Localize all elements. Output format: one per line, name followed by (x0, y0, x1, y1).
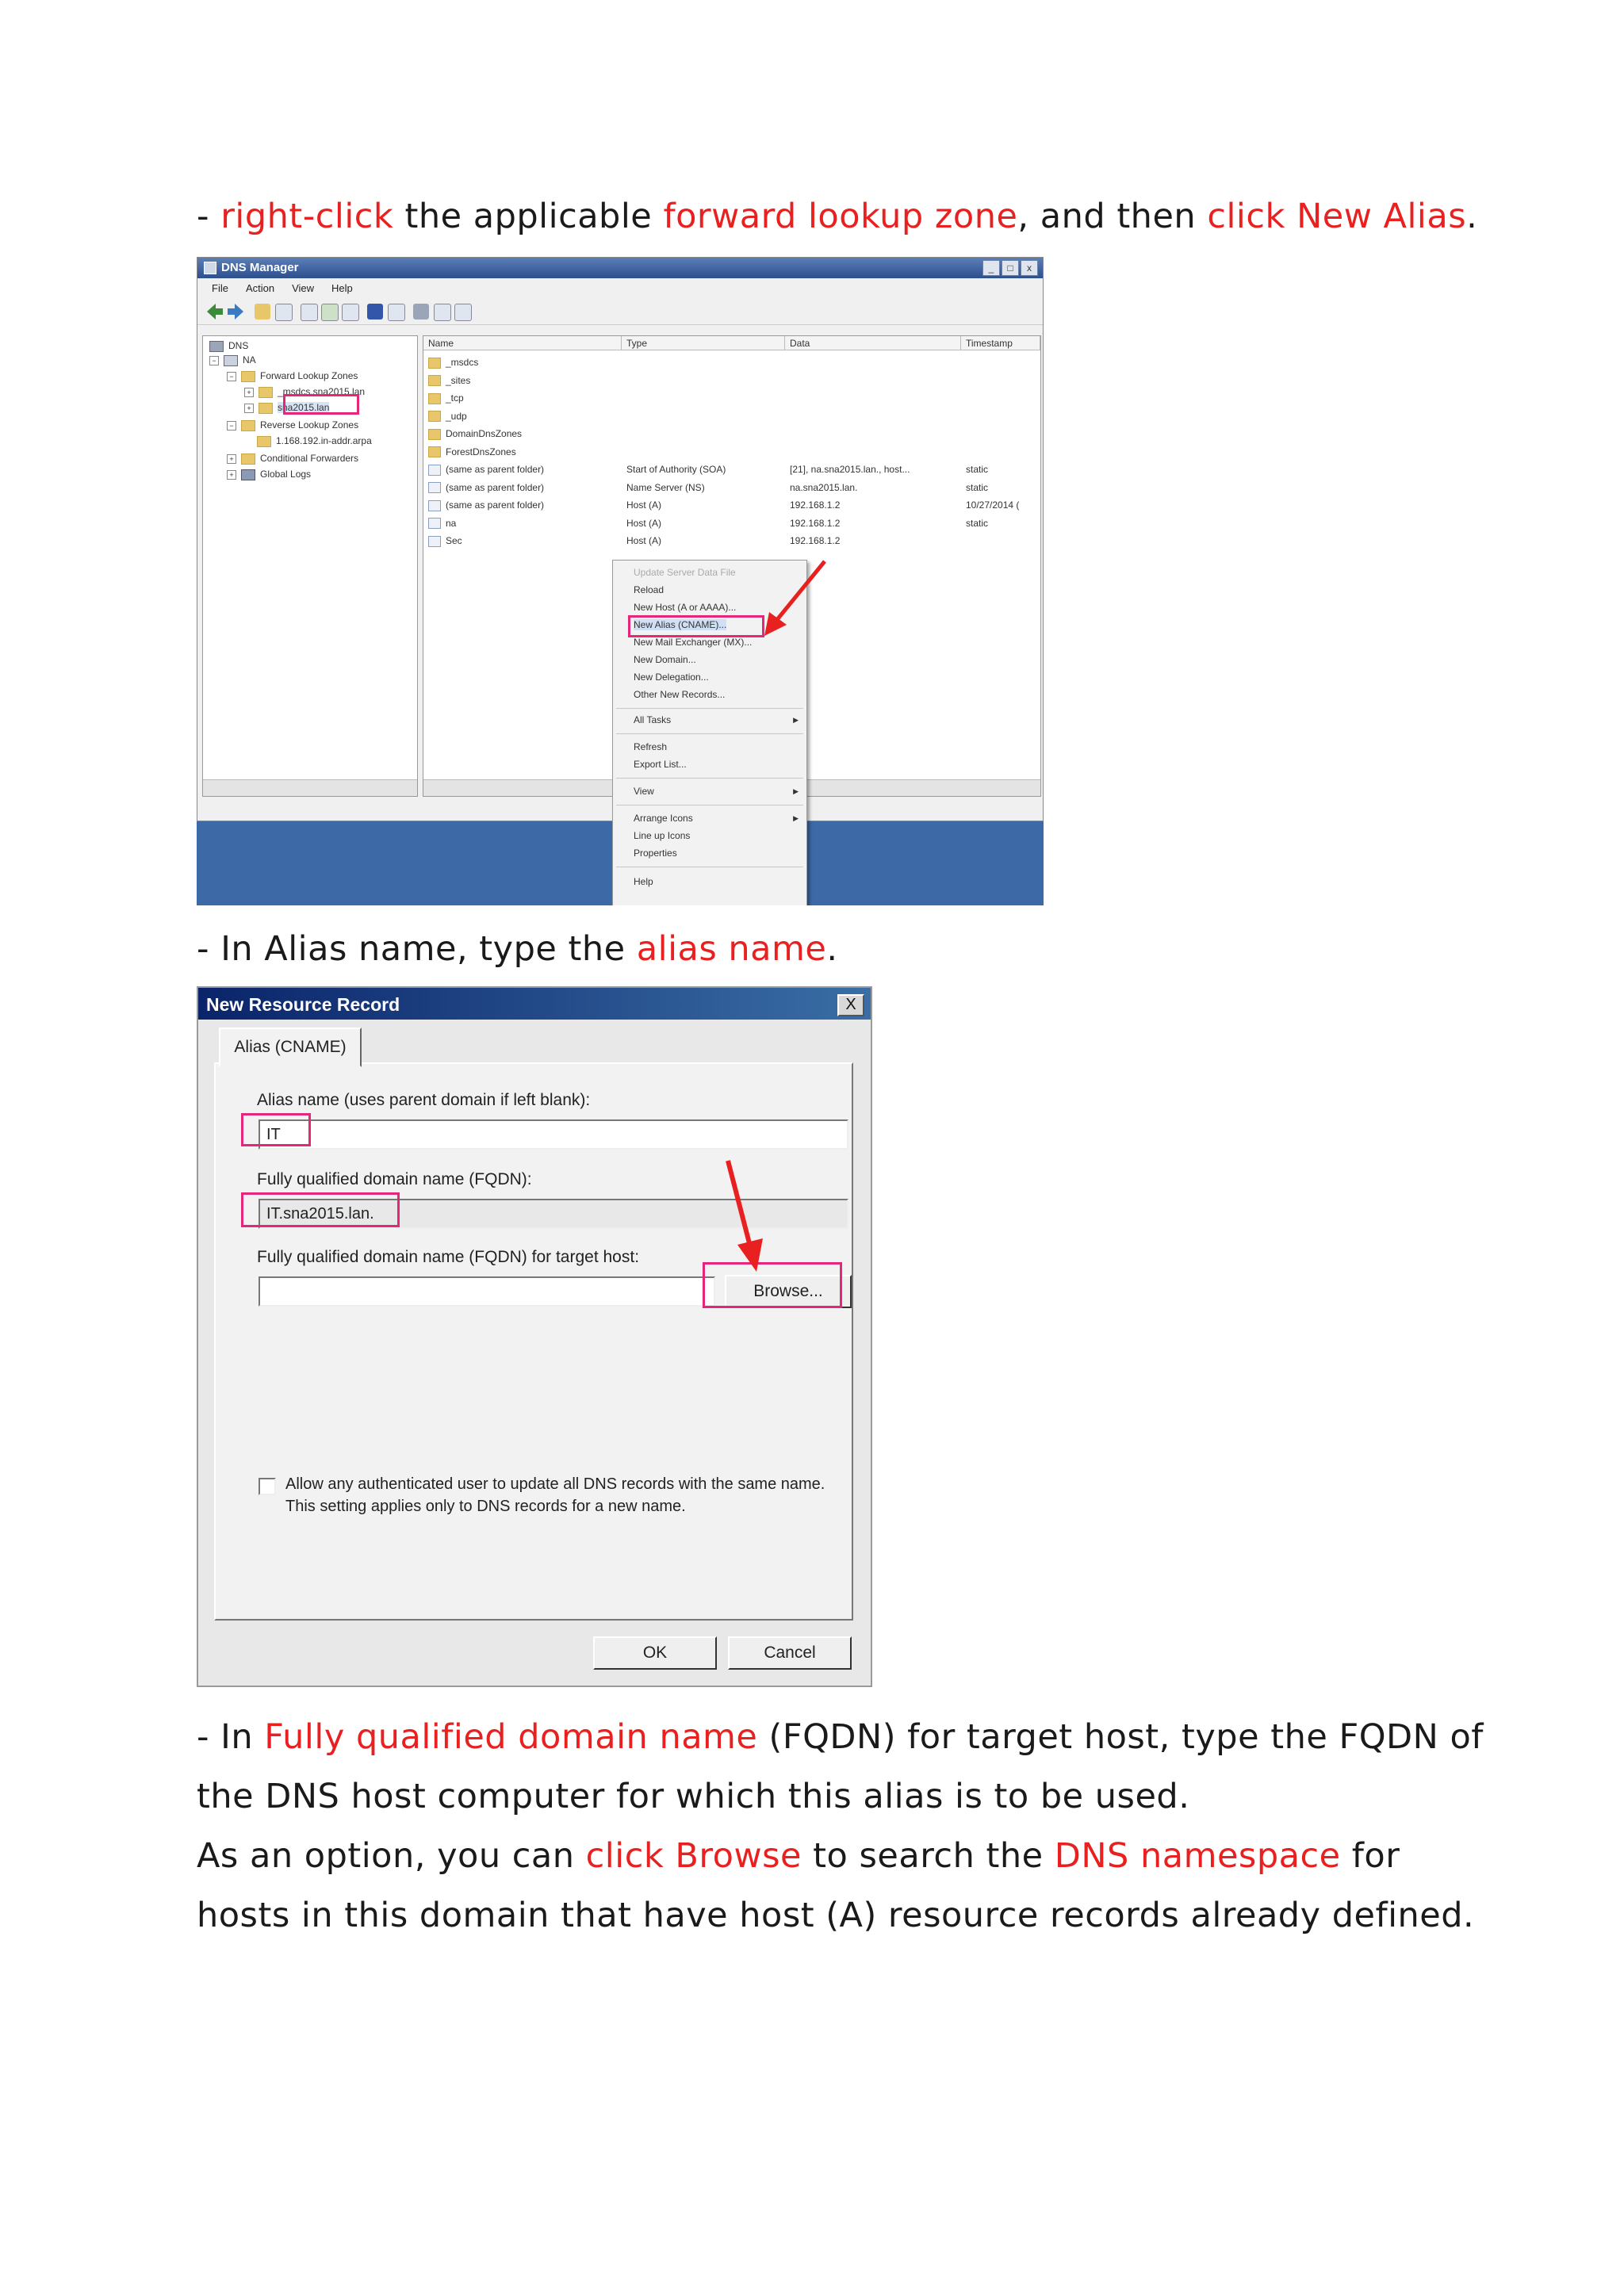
step2-dash: - (197, 929, 221, 969)
menu-file[interactable]: File (212, 282, 228, 294)
menu-separator (616, 708, 803, 709)
menu-all-tasks[interactable]: All Tasks (634, 714, 672, 725)
expand-conditional-icon[interactable]: + (227, 454, 236, 464)
menu-line-up-icons[interactable]: Line up Icons (634, 830, 691, 841)
record-icon (428, 518, 441, 529)
menu-action[interactable]: Action (245, 282, 275, 294)
record-timestamp: 10/27/2014 ( (966, 499, 1020, 511)
dialog-title-bar (198, 988, 871, 1020)
tree-server-na[interactable]: NA (243, 354, 256, 365)
col-timestamp[interactable]: Timestamp (961, 336, 1040, 350)
step3-line3-part1: As an option, you can (197, 1836, 586, 1876)
record-name: na (446, 517, 457, 529)
dns-toolbar (197, 299, 1043, 325)
tree-forward-lookup-zones[interactable]: Forward Lookup Zones (260, 370, 358, 381)
step1-part2: the applicable (393, 197, 664, 236)
show-tree-icon[interactable] (275, 304, 293, 321)
record-name: _msdcs (446, 357, 479, 368)
submenu-arrow-icon: ▶ (793, 787, 799, 795)
record-type: Name Server (NS) (626, 481, 705, 493)
record-data: [21], na.sna2015.lan., host... (790, 464, 910, 475)
fqdn-label: Fully qualified domain name (FQDN): (257, 1170, 532, 1188)
step3-part3: (FQDN) for target host, type the FQDN of (757, 1717, 1484, 1757)
fqdn-highlight-box (241, 1192, 400, 1227)
help-icon[interactable] (367, 304, 383, 320)
folder-icon (241, 453, 255, 465)
menu-arrange-icons[interactable]: Arrange Icons (634, 813, 693, 824)
record-type: Host (A) (626, 499, 662, 511)
step1-dash: - (197, 197, 221, 236)
step3-line3-part5: for (1340, 1836, 1400, 1876)
cancel-button[interactable]: Cancel (728, 1636, 852, 1670)
step1-part4: , and then (1017, 197, 1208, 236)
allow-update-label: Allow any authenticated user to update all DNS records with the same name. This setting applies only to DNS records for a new name. (285, 1475, 825, 1515)
tree-reverse-lookup-zones[interactable]: Reverse Lookup Zones (260, 419, 359, 430)
close-button[interactable]: x (1021, 260, 1038, 276)
dns-title-bar (197, 258, 1043, 278)
step2-alias-name: alias name (636, 929, 827, 969)
expand-msdcs-icon[interactable]: + (244, 388, 254, 397)
col-data[interactable]: Data (785, 336, 961, 350)
record-name: (same as parent folder) (446, 464, 545, 475)
record-icon[interactable] (434, 304, 451, 321)
folder-icon (428, 358, 441, 369)
table-row[interactable] (423, 496, 1040, 514)
properties-icon[interactable] (301, 304, 318, 321)
dialog-title: New Resource Record (206, 994, 400, 1015)
tree-reverse-zone[interactable]: 1.168.192.in-addr.arpa (276, 435, 372, 446)
table-row[interactable] (423, 354, 1040, 371)
menu-other-new-records[interactable]: Other New Records... (634, 689, 726, 700)
table-row[interactable] (423, 408, 1040, 425)
forward-arrow-icon[interactable] (228, 304, 243, 320)
menu-export-list[interactable]: Export List... (634, 759, 687, 770)
dns-root-icon (209, 341, 224, 352)
allow-update-checkbox[interactable] (259, 1478, 276, 1495)
folder-icon (241, 371, 255, 382)
menu-refresh[interactable]: Refresh (634, 741, 668, 752)
menu-new-mail-exchanger[interactable]: New Mail Exchanger (MX)... (634, 637, 753, 648)
expand-reverse-icon[interactable]: − (227, 421, 236, 430)
step3-line3-part3: to search the (801, 1836, 1055, 1876)
step3-part1: - In (197, 1717, 265, 1757)
menu-separator (616, 778, 803, 779)
folder-icon (428, 411, 441, 422)
dns-manager-screenshot (197, 257, 1044, 905)
up-folder-icon[interactable] (255, 304, 270, 320)
submenu-arrow-icon: ▶ (793, 716, 799, 724)
record-icon (428, 482, 441, 493)
back-arrow-icon[interactable] (207, 304, 223, 320)
expand-logs-icon[interactable]: + (227, 470, 236, 480)
folder-icon (428, 446, 441, 457)
step3-line2: the DNS host computer for which this alias is to be used. (197, 1777, 1190, 1816)
record-type: Host (A) (626, 517, 662, 529)
record-icon (428, 500, 441, 511)
menu-separator (616, 805, 803, 806)
step2-text (197, 920, 838, 979)
tab-alias-cname[interactable]: Alias (CNAME) (219, 1027, 362, 1067)
zone-highlight-box (283, 394, 359, 415)
menu-update-server-data[interactable]: Update Server Data File (634, 567, 736, 578)
minimize-button[interactable]: _ (982, 260, 1000, 276)
zone-icon (259, 387, 273, 398)
tree-selected-zone[interactable]: sna2015.lan (278, 402, 330, 413)
col-name[interactable]: Name (423, 336, 622, 350)
record-data: 192.168.1.2 (790, 499, 841, 511)
table-row[interactable] (423, 532, 1040, 549)
ok-button[interactable]: OK (593, 1636, 717, 1670)
step3-line3 (197, 1827, 1400, 1886)
table-row[interactable] (423, 372, 1040, 389)
red-arrow-icon (722, 1158, 785, 1276)
record-type: Start of Authority (SOA) (626, 464, 726, 475)
refresh-icon[interactable] (321, 304, 339, 321)
tree-scrollbar[interactable] (203, 779, 417, 796)
view-icon[interactable] (388, 304, 405, 321)
table-row[interactable] (423, 443, 1040, 461)
record-name: (same as parent folder) (446, 481, 545, 493)
step1-right-click: right-click (220, 197, 394, 236)
record-icon (428, 465, 441, 476)
step3-dns-namespace: DNS namespace (1054, 1836, 1341, 1876)
tree-conditional-forwarders[interactable]: Conditional Forwarders (260, 453, 359, 464)
fqdn-field: IT.sna2015.lan. (259, 1199, 848, 1229)
step1-forward-lookup-zone: forward lookup zone (663, 197, 1018, 236)
dns-window-title: DNS Manager (221, 261, 299, 274)
tree-dns[interactable]: DNS (228, 340, 249, 351)
expand-zone-icon[interactable]: + (244, 404, 254, 413)
menu-help[interactable]: Help (634, 876, 653, 887)
dns-menu-bar (197, 279, 1043, 298)
step3-line1 (197, 1708, 1484, 1767)
menu-help[interactable]: Help (331, 282, 353, 294)
menu-new-alias[interactable]: New Alias (CNAME)... (634, 619, 727, 630)
menu-new-domain[interactable]: New Domain... (634, 654, 696, 665)
alias-highlight-box (241, 1113, 311, 1146)
step3-click-browse: click Browse (585, 1836, 802, 1876)
dialog-close-button[interactable]: X (837, 994, 864, 1016)
record-icon (428, 536, 441, 547)
menu-separator (616, 733, 803, 734)
maximize-button[interactable]: □ (1002, 260, 1019, 276)
step3-line4: hosts in this domain that have host (A) resource records already defined. (197, 1896, 1475, 1935)
record-name: (same as parent folder) (446, 499, 545, 511)
table-row[interactable] (423, 389, 1040, 407)
table-row[interactable] (423, 425, 1040, 442)
tree-global-logs[interactable]: Global Logs (260, 469, 312, 480)
folder-icon (241, 420, 255, 431)
table-row[interactable] (423, 461, 1040, 478)
menu-new-delegation[interactable]: New Delegation... (634, 672, 709, 683)
new-resource-record-dialog (197, 986, 872, 1687)
menu-reload[interactable]: Reload (634, 584, 665, 595)
step1-click-new-alias: click New Alias (1207, 197, 1467, 236)
filter-icon[interactable] (454, 304, 472, 321)
menu-new-host[interactable]: New Host (A or AAAA)... (634, 602, 737, 613)
folder-icon (428, 375, 441, 386)
table-row[interactable] (423, 479, 1040, 496)
step2-period: . (826, 929, 838, 969)
new-alias-highlight-box (628, 615, 764, 637)
menu-view[interactable]: View (292, 282, 315, 294)
server-icon[interactable] (413, 304, 429, 320)
dns-app-icon (204, 262, 216, 274)
step3-fqdn-term: Fully qualified domain name (264, 1717, 758, 1757)
expand-server-icon[interactable]: − (209, 356, 219, 365)
folder-icon (428, 429, 441, 440)
alias-name-label: Alias name (uses parent domain if left blank): (257, 1091, 591, 1109)
record-name: _tcp (446, 392, 464, 404)
record-timestamp: static (966, 481, 989, 493)
record-name: ForestDnsZones (446, 446, 516, 457)
record-name: _udp (446, 410, 467, 422)
tree-msdcs-zone[interactable]: _msdcs.sna2015.lan (278, 386, 366, 397)
record-data: na.sna2015.lan. (790, 481, 858, 493)
record-type: Host (A) (626, 535, 662, 546)
record-data: 192.168.1.2 (790, 535, 841, 546)
record-data: 192.168.1.2 (790, 517, 841, 529)
zone-icon (259, 403, 273, 414)
target-host-input[interactable] (259, 1276, 715, 1307)
menu-properties[interactable]: Properties (634, 848, 677, 859)
server-icon-tree (224, 355, 238, 366)
logs-icon (241, 469, 255, 480)
browse-button[interactable]: Browse... (725, 1275, 852, 1308)
menu-view[interactable]: View (634, 786, 654, 797)
record-name: Sec (446, 535, 462, 546)
alias-name-input[interactable]: IT (259, 1119, 848, 1150)
record-name: _sites (446, 374, 471, 386)
record-timestamp: static (966, 517, 989, 529)
step2-part1: In Alias name, type the (220, 929, 637, 969)
expand-forward-icon[interactable]: − (227, 372, 236, 381)
step1-text (197, 187, 1477, 247)
folder-icon (428, 393, 441, 404)
record-timestamp: static (966, 464, 989, 475)
submenu-arrow-icon: ▶ (793, 814, 799, 822)
step1-period: . (1466, 197, 1478, 236)
red-arrow-icon (752, 558, 847, 645)
col-type[interactable]: Type (622, 336, 785, 350)
record-name: DomainDnsZones (446, 428, 523, 439)
target-host-label: Fully qualified domain name (FQDN) for target host: (257, 1248, 640, 1266)
export-icon[interactable] (342, 304, 359, 321)
table-row[interactable] (423, 515, 1040, 532)
zone-icon (257, 436, 271, 447)
